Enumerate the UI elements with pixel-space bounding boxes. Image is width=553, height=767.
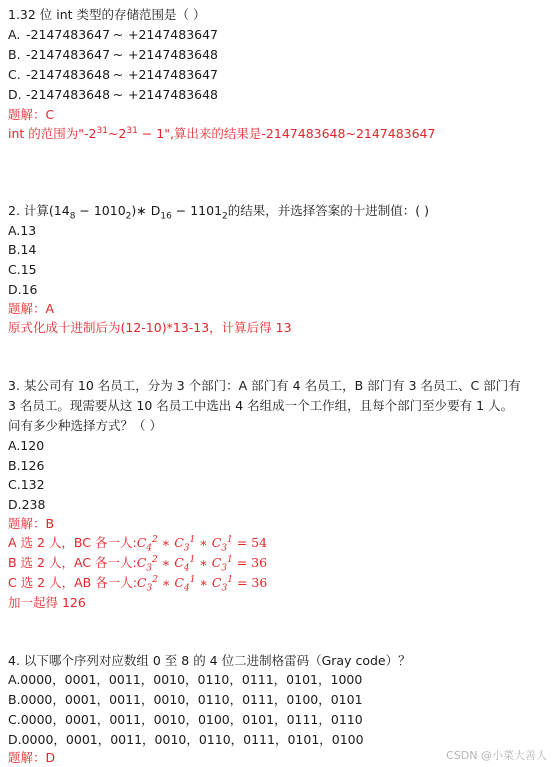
q2-stem-part: − 1101 <box>171 203 223 218</box>
q4-option-d: D.0000，0001，0011，0010，0110，0111，0101，0100 <box>8 732 364 747</box>
q1-option-high: +2147483648 <box>128 87 219 102</box>
combination-term: $C_3^1$ <box>211 554 233 574</box>
q1-option-letter: D. <box>8 87 22 102</box>
q1-option-c <box>8 66 218 84</box>
q1-explanation <box>8 125 435 143</box>
q1-option-letter: C. <box>8 67 21 82</box>
q2-explanation: 原式化成十进制后为(12-10)*13-13，计算后得 13 <box>8 320 292 335</box>
q3-sum: 加一起得 126 <box>8 595 86 610</box>
q1-option-letter: B. <box>8 47 21 62</box>
q1-explain-part: int 的范围为"-2 <box>8 126 97 141</box>
q4-option-a: A.0000，0001，0011，0010，0110，0111，0101，1000 <box>8 672 363 687</box>
q1-explain-sup: 31 <box>126 125 138 136</box>
q3-case-a: A 选 2 人，BC 各一人$:C_4^2$ ∗ $C_3^1$ ∗ $C_3^1 = 54$ <box>8 534 268 554</box>
q2-option-b: B.14 <box>8 242 37 257</box>
q3-stem-line-1: 3. 某公司有 10 名员工，分为 3 个部门：A 部门有 4 名员工，B 部门有 3 名员工、C 部门有 <box>8 378 521 393</box>
q3-stem-line-2: 3 名员工。现需要从这 10 名员工中选出 4 名组成一个工作组，且每个部门至少要有 1 人。 <box>8 398 514 413</box>
combination-term: $C_3^1$ <box>174 534 196 554</box>
q1-option-d <box>8 86 218 104</box>
q1-option-low: -2147483648 <box>26 67 111 82</box>
q4-option-c: C.0000，0001，0011，0010，0100，0101，0111，0110 <box>8 712 363 727</box>
q2-stem-part: )∗ D <box>131 203 161 218</box>
q3-case-result: = 54 <box>236 535 268 550</box>
q1-option-low: -2147483647 <box>26 47 111 62</box>
q1-explain-part: − 1",算出来的结果是-2147483648~2147483647 <box>137 126 436 141</box>
q2-stem <box>8 202 429 220</box>
combination-lower: 3 <box>146 583 153 594</box>
q2-option-c: C.15 <box>8 262 37 277</box>
q1-option-low: -2147483648 <box>26 87 111 102</box>
q3-case-c: C 选 2 人，AB 各一人$:C_3^2$ ∗ $C_4^1$ ∗ $C_3^1 = 36$ <box>8 574 268 594</box>
q1-option-a <box>8 26 218 44</box>
q2-stem-sub: 2 <box>125 211 132 222</box>
combination-term: $C_3^2$ <box>136 554 158 574</box>
q2-option-a: A.13 <box>8 223 37 238</box>
q1-option-low: -2147483647 <box>26 27 111 42</box>
combination-term: $C_4^1$ <box>174 554 196 574</box>
q2-stem-part: − 1010 <box>75 203 126 218</box>
q2-answer: 题解：A <box>8 301 55 316</box>
combination-lower: 4 <box>183 563 190 574</box>
q1-option-sep: ~ <box>112 87 124 102</box>
q4-option-b: B.0000，0001，0011，0010，0110，0111，0100，0101 <box>8 692 363 707</box>
q2-stem-part: 的结果，并选择答案的十进制值：( ) <box>227 203 429 218</box>
combination-term: $C_3^1$ <box>211 574 233 594</box>
q2-stem-sub: 16 <box>160 211 172 222</box>
q3-case-result: = 36 <box>236 575 268 590</box>
combination-lower: 3 <box>146 563 153 574</box>
csdn-watermark: CSDN @小菜大善人 <box>446 749 547 762</box>
combination-term: $C_4^1$ <box>174 574 196 594</box>
q1-option-high: +2147483647 <box>128 67 219 82</box>
q1-option-high: +2147483648 <box>128 47 219 62</box>
q1-option-sep: ~ <box>112 67 124 82</box>
q2-stem-part: 2. 计算(14 <box>8 203 70 218</box>
q1-explain-part: ~2 <box>107 126 127 141</box>
combination-lower: 4 <box>184 583 190 594</box>
q3-option-a: A.120 <box>8 438 45 453</box>
q3-case-text: A 选 2 人，BC 各一人: <box>8 535 137 550</box>
q3-option-d: D.238 <box>8 497 46 512</box>
combination-lower: 4 <box>146 543 153 554</box>
q3-case-b: B 选 2 人，AC 各一人$:C_3^2$ ∗ $C_4^1$ ∗ $C_3^1 = 36$ <box>8 554 268 574</box>
q1-option-sep: ~ <box>112 47 124 62</box>
q2-option-d: D.16 <box>8 282 38 297</box>
combination-term: $C_4^2$ <box>136 534 158 554</box>
q2-stem-sub: 8 <box>69 211 76 222</box>
q3-case-text: C 选 2 人，AB 各一人: <box>8 575 137 590</box>
q3-option-c: C.132 <box>8 477 45 492</box>
q3-answer: 题解：B <box>8 516 55 531</box>
combination-term: $C_3^1$ <box>211 534 233 554</box>
combination-lower: 3 <box>221 583 228 594</box>
q1-option-sep: ~ <box>112 27 124 42</box>
q4-stem: 4. 以下哪个序列对应数组 0 至 8 的 4 位二进制格雷码（Gray code）？ <box>8 653 411 668</box>
combination-lower: 3 <box>221 543 228 554</box>
q2-stem-sub: 2 <box>222 211 228 222</box>
q1-option-b <box>8 46 218 64</box>
combination-lower: 3 <box>221 563 228 574</box>
q1-stem: 1.32 位 int 类型的存储范围是（ ） <box>8 7 206 22</box>
combination-term: $C_3^2$ <box>136 574 158 594</box>
q3-case-text: B 选 2 人，AC 各一人: <box>8 555 137 570</box>
q1-option-high: +2147483647 <box>128 27 219 42</box>
q4-answer: 题解：D <box>8 750 56 765</box>
q1-option-letter: A. <box>8 27 21 42</box>
combination-lower: 3 <box>183 543 190 554</box>
q3-stem-line-3: 问有多少种选择方式？（ ） <box>8 418 162 433</box>
q3-case-result: = 36 <box>236 555 268 570</box>
q1-explain-sup: 31 <box>96 125 108 136</box>
q1-answer: 题解：C <box>8 107 55 122</box>
q3-option-b: B.126 <box>8 458 45 473</box>
